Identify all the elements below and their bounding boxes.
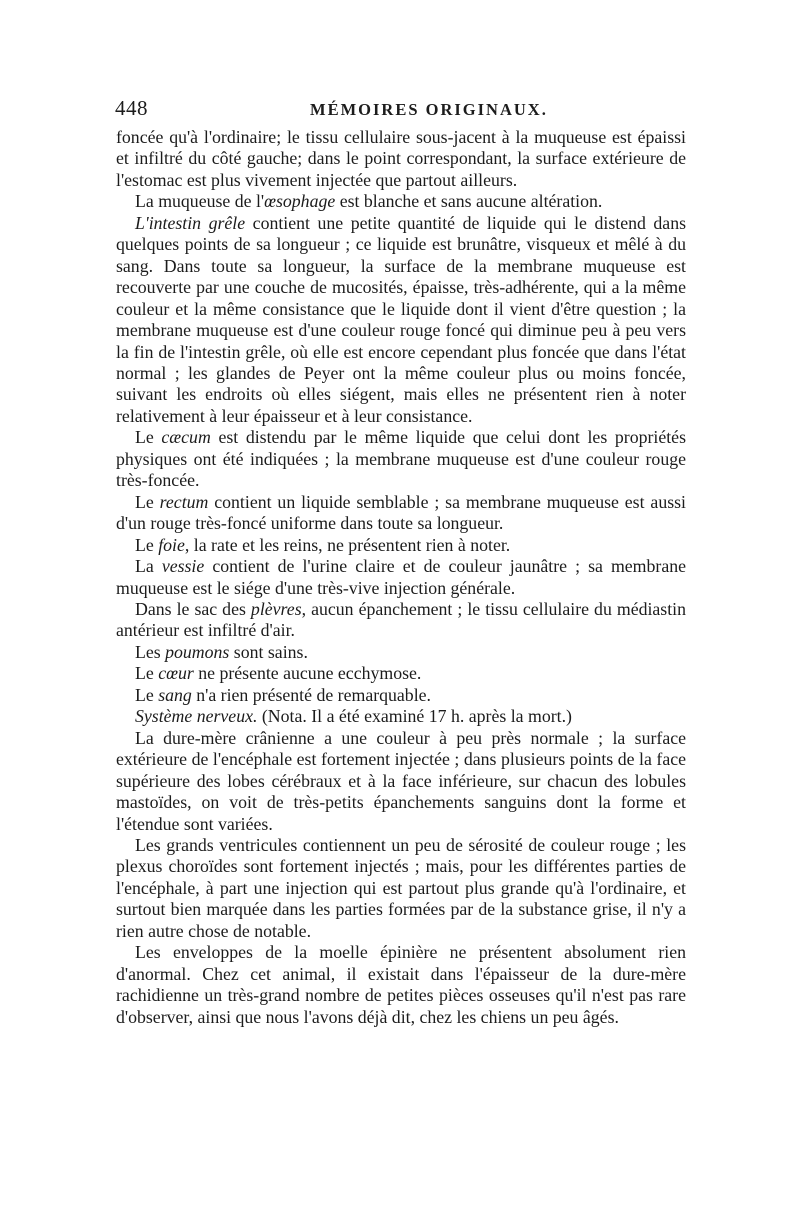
paragraph-text: contient une petite quantité de liquide qui le distend dans quelques points de sa longueur ; ce liquide est brunâtre, visqueux et mêlé à du sang. Dans toute sa longueur, la surface de la membrane muqueuse est recouverte par une couche de mucosités, épaisse, très-adhérente, qui a la même couleur et la même consistance que le liquide dont il vient d'être question ; la membrane muqueuse est d'une couleur rouge foncé qui diminue peu à peu vers la fin de l'intestin grêle, où elle est encore cependant plus foncée que dans l'état normal ; les glandes de Peyer ont la même couleur plus ou moins foncée, suivant les endroits où elles siégent, mais elles ne présentent rien à noter relativement à leur épaisseur et à leur consistance.: [116, 212, 687, 426]
body-text: [116, 127, 686, 1028]
paragraph-text: (Nota. Il a été examiné 17 h. après la mort.): [257, 706, 572, 727]
paragraph: [116, 191, 686, 212]
italic-term: œsophage: [264, 191, 336, 212]
italic-term: Système nerveux.: [135, 706, 258, 727]
paragraph: [116, 427, 686, 491]
paragraph-text: Les: [135, 641, 166, 662]
italic-term: poumons: [165, 641, 230, 662]
paragraph-text: Le: [135, 427, 162, 448]
italic-term: L'intestin grêle: [135, 212, 246, 233]
paragraph-text: n'a rien présenté de remarquable.: [191, 684, 431, 705]
paragraph: [116, 942, 686, 1028]
paragraph-text: contient de l'urine claire et de couleur jaunâtre ; sa membrane muqueuse est le siége d'une très-vive injection générale.: [116, 556, 686, 598]
italic-term: foie: [158, 534, 185, 555]
paragraph-text: , la rate et les reins, ne présentent rien à noter.: [184, 534, 511, 555]
paragraph-text: Le: [135, 491, 160, 512]
paragraph-text: La: [135, 556, 162, 577]
paragraph: [116, 599, 686, 642]
paragraph: [116, 535, 686, 556]
italic-term: rectum: [159, 491, 209, 512]
paragraph-text: foncée qu'à l'ordinaire; le tissu cellulaire sous-jacent à la muqueuse est épaissi et infiltré du côté gauche; dans le point correspondant, la surface extérieure de l'estomac est plus vivement injectée que partout ailleurs.: [116, 127, 686, 190]
paragraph-text: Dans le sac des: [135, 598, 251, 619]
paragraph-text: , aucun épanchement ; le tissu cellulaire du médiastin antérieur est infiltré d'air.: [116, 598, 686, 641]
running-title: MÉMOIRES ORIGINAUX.: [310, 100, 548, 119]
paragraph-text: La dure-mère crânienne a une couleur à peu près normale ; la surface extérieure de l'encéphale est fortement injectée ; dans plusieurs points de la face supérieure des lobes cérébraux et à la face inférieure, sur chacun des lobules mastoïdes, on voit de très-petits épanchements sanguins dont la forme et l'étendue sont variées.: [116, 727, 686, 834]
paragraph-text: Le: [135, 684, 159, 705]
paragraph: [116, 685, 686, 706]
paragraph-text: sont sains.: [229, 641, 308, 662]
paragraph: [116, 556, 686, 599]
paragraph: [116, 492, 686, 535]
paragraph: [116, 127, 686, 191]
page-number: 448: [115, 96, 148, 120]
paragraph-text: contient un liquide semblable ; sa membrane muqueuse est aussi d'un rouge très-foncé uniforme dans toute sa longueur.: [116, 491, 686, 534]
italic-term: plèvres: [250, 598, 302, 619]
paragraph-text: Les enveloppes de la moelle épinière ne présentent absolument rien d'anormal. Chez cet animal, il existait dans l'épaisseur de la dure-mère rachidienne un très-grand nombre de petites pièces osseuses qu'il n'est pas rare d'observer, ainsi que nous l'avons déjà dit, chez les chiens un peu âgés.: [116, 942, 686, 1027]
italic-term: vessie: [161, 556, 205, 577]
running-head: [115, 96, 685, 126]
paragraph-text: Le: [135, 534, 159, 555]
paragraph-text: La muqueuse de l': [135, 191, 265, 212]
italic-term: sang: [158, 684, 192, 705]
paragraph-text: Les grands ventricules contiennent un peu de sérosité de couleur rouge ; les plexus choroïdes sont fortement injectés ; mais, pour les différentes parties de l'encéphale, à part une injection qui est partout plus grande qu'à l'ordinaire, et surtout bien marquée dans les parties formées par de la substance grise, il n'y a rien autre chose de notable.: [116, 834, 686, 941]
italic-term: cœur: [158, 663, 194, 684]
paragraph: [116, 706, 686, 727]
italic-term: cæcum: [161, 427, 211, 448]
paragraph: [116, 663, 686, 684]
paragraph-text: ne présente aucune ecchymose.: [193, 663, 422, 684]
paragraph-text: est distendu par le même liquide que celui dont les propriétés physiques ont été indiquées ; la membrane muqueuse est d'une couleur rouge très-foncée.: [116, 427, 686, 491]
paragraph: [116, 642, 686, 663]
paragraph: [116, 835, 686, 942]
paragraph: [116, 728, 686, 835]
paragraph-text: Le: [135, 663, 159, 684]
paragraph-text: est blanche et sans aucune altération.: [335, 191, 603, 212]
paragraph: [116, 213, 686, 428]
